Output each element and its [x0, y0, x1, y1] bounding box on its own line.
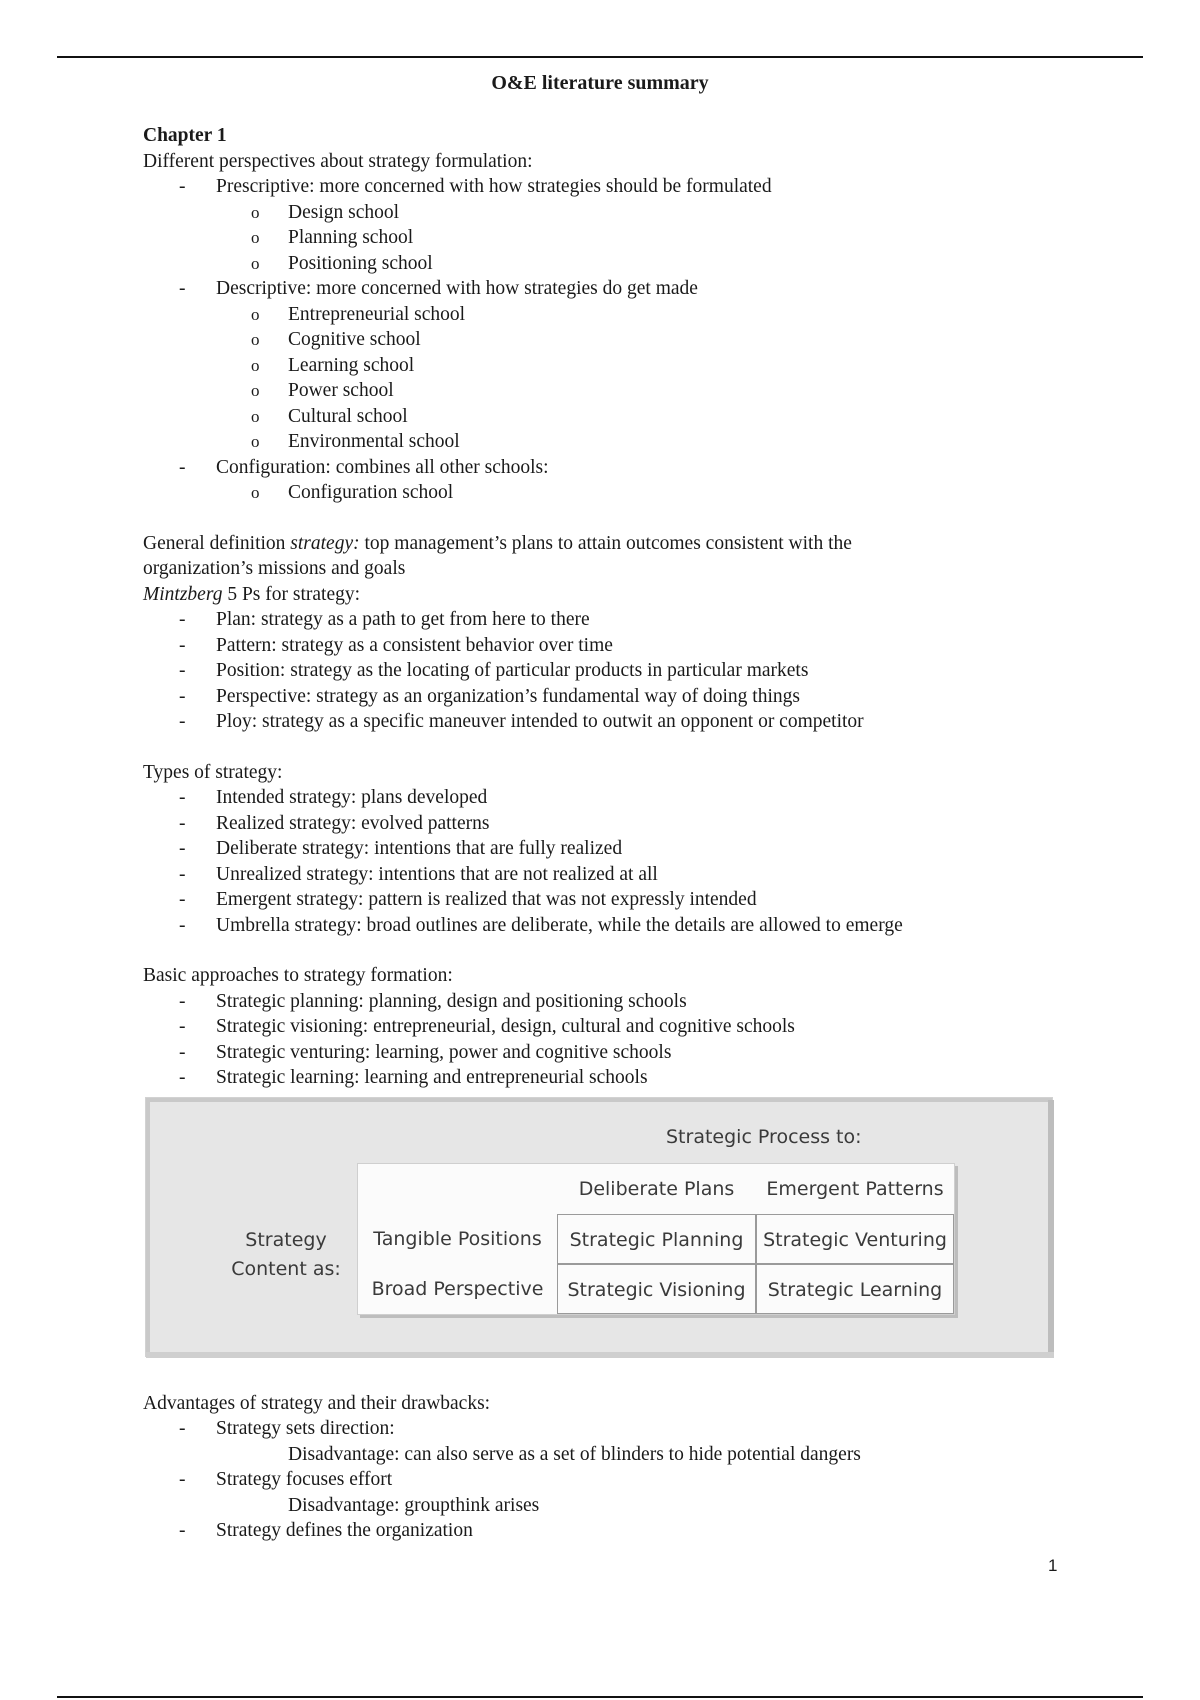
list-item: - Ploy: strategy as a specific maneuver intended to outwit an opponent or competitor	[179, 711, 864, 732]
matrix-column-label: Emergent Patterns	[766, 1177, 944, 1200]
strategy-definition-cont: organization’s missions and goals	[143, 558, 406, 579]
list-item: - Strategic planning: planning, design and positioning schools	[179, 990, 687, 1012]
list-item: - Perspective: strategy as an organization’s fundamental way of doing things	[179, 685, 800, 707]
top-rule	[57, 56, 1143, 58]
advantages-intro: Advantages of strategy and their drawbacks:	[143, 1392, 491, 1414]
list-item: - Descriptive: more concerned with how strategies do get made	[179, 278, 698, 299]
types-intro: Types of strategy:	[143, 761, 283, 783]
chapter-heading: Chapter 1	[143, 125, 227, 146]
list-item: o Planning school	[251, 227, 414, 248]
figure-column-header: Strategic Process to:	[666, 1125, 862, 1148]
matrix-column-label: Deliberate Plans	[578, 1177, 735, 1200]
matrix-cell: Strategic Venturing	[756, 1214, 954, 1264]
list-item: o Learning school	[251, 354, 415, 376]
mintzberg-intro: Mintzberg 5 Ps for strategy:	[143, 583, 361, 605]
list-item: - Strategic venturing: learning, power and cognitive schools	[179, 1041, 672, 1063]
matrix-cell: Strategic Planning	[557, 1214, 756, 1264]
list-item: - Plan: strategy as a path to get from here to there	[179, 609, 590, 630]
figure-row-header: Strategy Content as:	[231, 1228, 341, 1280]
list-item: - Deliberate strategy: intentions that are fully realized	[179, 838, 623, 859]
list-item: - Prescriptive: more concerned with how strategies should be formulated	[179, 176, 772, 197]
matrix-row-label: Broad Perspective	[371, 1277, 544, 1300]
list-item: - Pattern: strategy as a consistent behavior over time	[179, 634, 613, 656]
list-item: o Environmental school	[251, 431, 460, 452]
drawback-text: Disadvantage: groupthink arises	[288, 1494, 540, 1516]
list-item: o Power school	[251, 380, 394, 401]
matrix-cell: Strategic Visioning	[557, 1264, 756, 1314]
strategy-definition: General definition strategy: top management’s plans to attain outcomes consistent with the	[143, 532, 852, 554]
strategy-matrix	[357, 1163, 955, 1315]
perspectives-intro: Different perspectives about strategy formulation:	[143, 150, 533, 172]
list-item: - Strategy focuses effort	[179, 1469, 393, 1490]
list-item: - Strategic visioning: entrepreneurial, design, cultural and cognitive schools	[179, 1016, 795, 1037]
list-item: - Realized strategy: evolved patterns	[179, 812, 490, 834]
list-item: - Strategy sets direction:	[179, 1418, 395, 1439]
list-item: o Cultural school	[251, 405, 408, 427]
list-item: - Unrealized strategy: intentions that are not realized at all	[179, 863, 658, 885]
list-item: - Configuration: combines all other schools:	[179, 456, 549, 478]
list-item: o Cognitive school	[251, 329, 421, 350]
list-item: o Configuration school	[251, 482, 454, 503]
list-item: o Entrepreneurial school	[251, 303, 466, 325]
list-item: - Emergent strategy: pattern is realized that was not expressly intended	[179, 889, 757, 910]
matrix-row-label: Tangible Positions	[373, 1227, 542, 1250]
strategy-matrix-figure	[145, 1097, 1053, 1357]
list-item: o Design school	[251, 201, 400, 223]
list-item: - Strategy defines the organization	[179, 1520, 473, 1541]
approaches-intro: Basic approaches to strategy formation:	[143, 965, 453, 986]
list-item: - Position: strategy as the locating of particular products in particular markets	[179, 660, 809, 681]
document-title: O&E literature summary	[491, 72, 709, 94]
page-number: 1	[1048, 1556, 1058, 1575]
matrix-cell: Strategic Learning	[756, 1264, 954, 1314]
drawback-text: Disadvantage: can also serve as a set of blinders to hide potential dangers	[288, 1443, 861, 1465]
list-item: - Strategic learning: learning and entrepreneurial schools	[179, 1067, 648, 1088]
document-body	[143, 123, 1103, 1544]
list-item: - Umbrella strategy: broad outlines are deliberate, while the details are allowed to emerge	[179, 914, 903, 936]
bottom-rule	[57, 1696, 1143, 1698]
list-item: o Positioning school	[251, 252, 433, 274]
list-item: - Intended strategy: plans developed	[179, 787, 488, 808]
